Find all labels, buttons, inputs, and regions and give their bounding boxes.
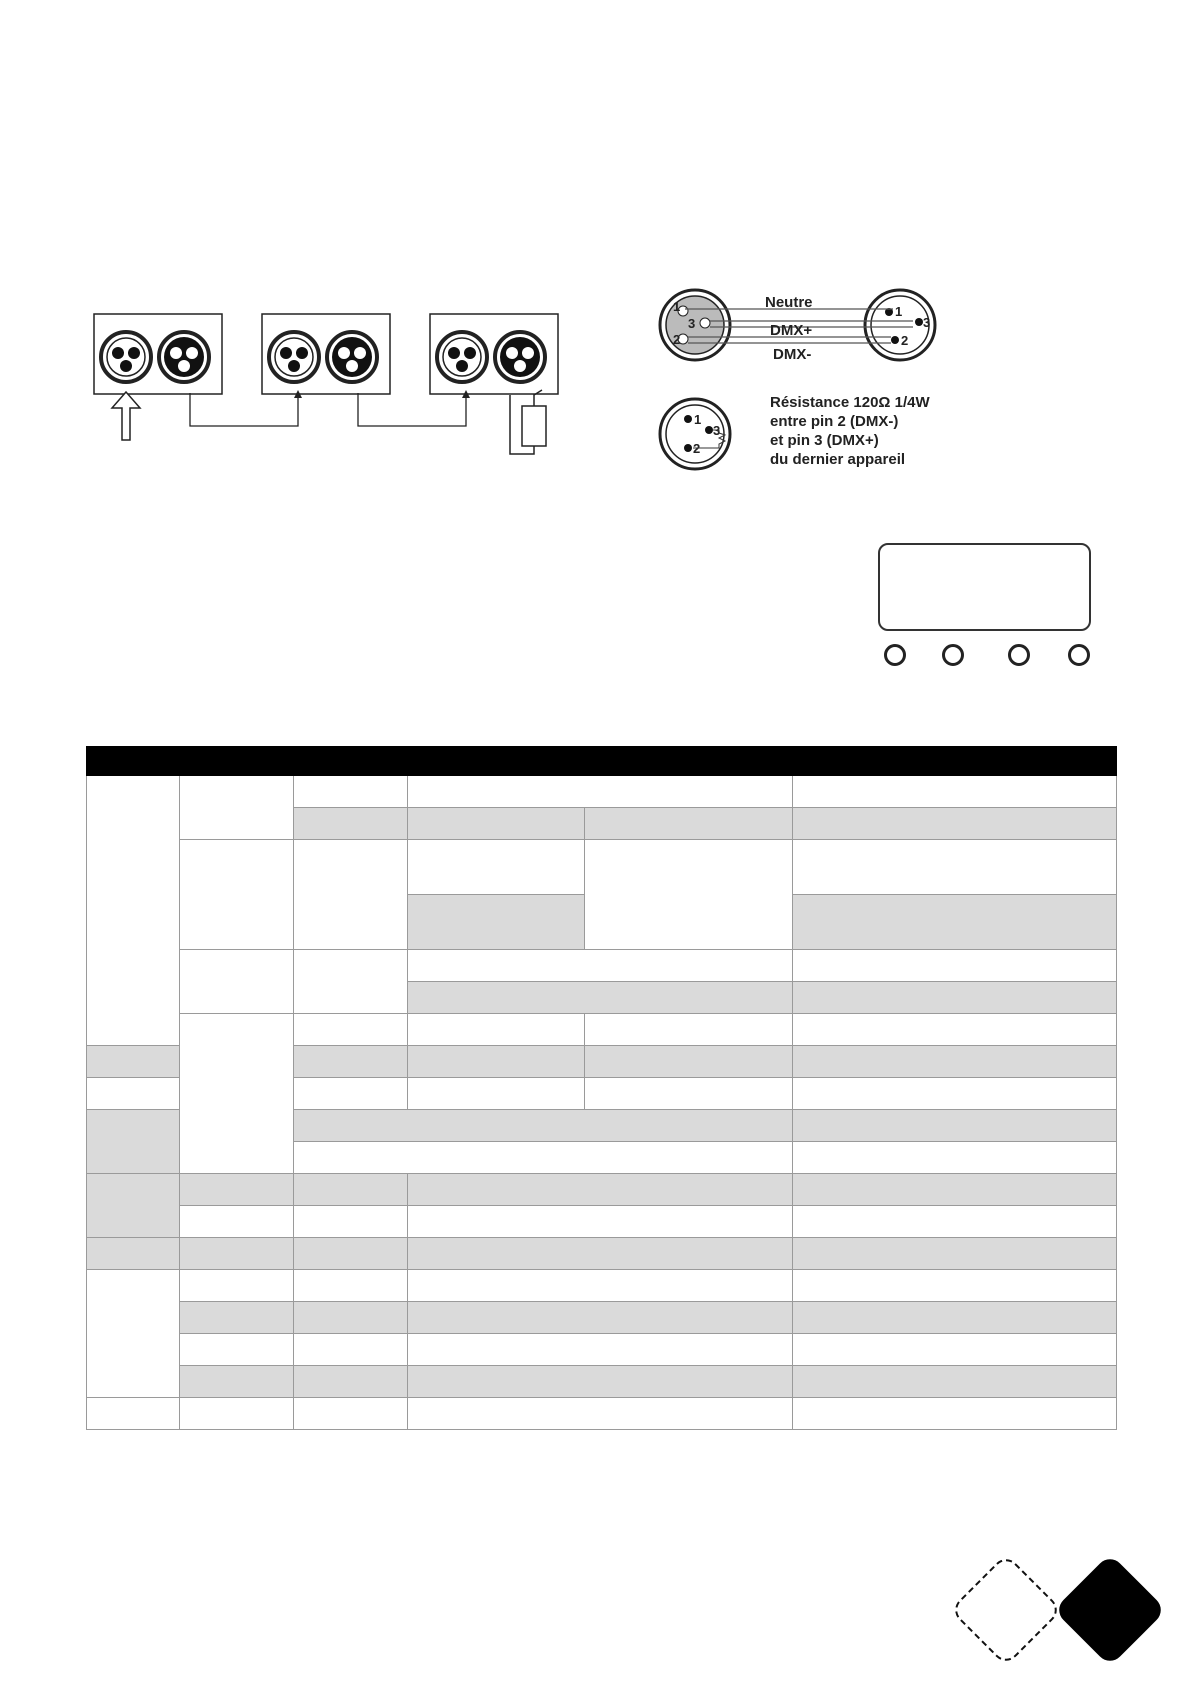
label-dmx-plus: DMX+ [770,322,813,339]
table-row [87,1206,1117,1238]
svg-text:1: 1 [895,304,903,319]
panel-button-3[interactable] [1008,644,1030,666]
svg-text:3: 3 [923,315,931,330]
logo-solid-diamond [1053,1553,1166,1666]
table-row [87,1302,1117,1334]
lcd-display [878,543,1091,631]
table-row [87,840,1117,895]
link-cable-2 [358,393,466,426]
svg-text:2: 2 [901,333,909,348]
table-row [87,950,1117,982]
panel-button-1[interactable] [884,644,906,666]
table-header-right [793,747,1117,776]
table-header-left [87,747,793,776]
xlr-wiring-diagram [655,285,955,485]
resistor-note-2: entre pin 2 (DMX-) [770,413,899,430]
link-cable-1 [190,393,298,426]
table-row [87,1398,1117,1430]
table-row [87,776,1117,808]
svg-text:1: 1 [673,299,681,314]
panel-button-4[interactable] [1068,644,1090,666]
svg-text:1: 1 [694,412,702,427]
svg-text:2: 2 [673,332,681,347]
menu-table [86,746,1117,1430]
svg-text:3: 3 [713,423,721,438]
table-row [87,1270,1117,1302]
panel-button-2[interactable] [942,644,964,666]
table-header-row [87,747,1117,776]
resistor-note-4: du dernier appareil [770,451,906,468]
table-row [87,1238,1117,1270]
dmx-chain-diagram [80,300,600,470]
logo-dashed-diamond [949,1553,1062,1666]
resistor-note-3: et pin 3 (DMX+) [770,432,879,449]
label-dmx-minus: DMX- [773,346,812,363]
input-arrow-icon [112,392,140,440]
resistor-note-1: Résistance 120Ω 1/4W [770,394,930,411]
table-row [87,1174,1117,1206]
svg-text:2: 2 [693,441,701,456]
table-row [87,1334,1117,1366]
table-row [87,1366,1117,1398]
svg-text:3: 3 [688,316,696,331]
label-neutral: Neutre [765,294,813,311]
table-row [87,1014,1117,1046]
terminator-resistor [510,390,546,454]
